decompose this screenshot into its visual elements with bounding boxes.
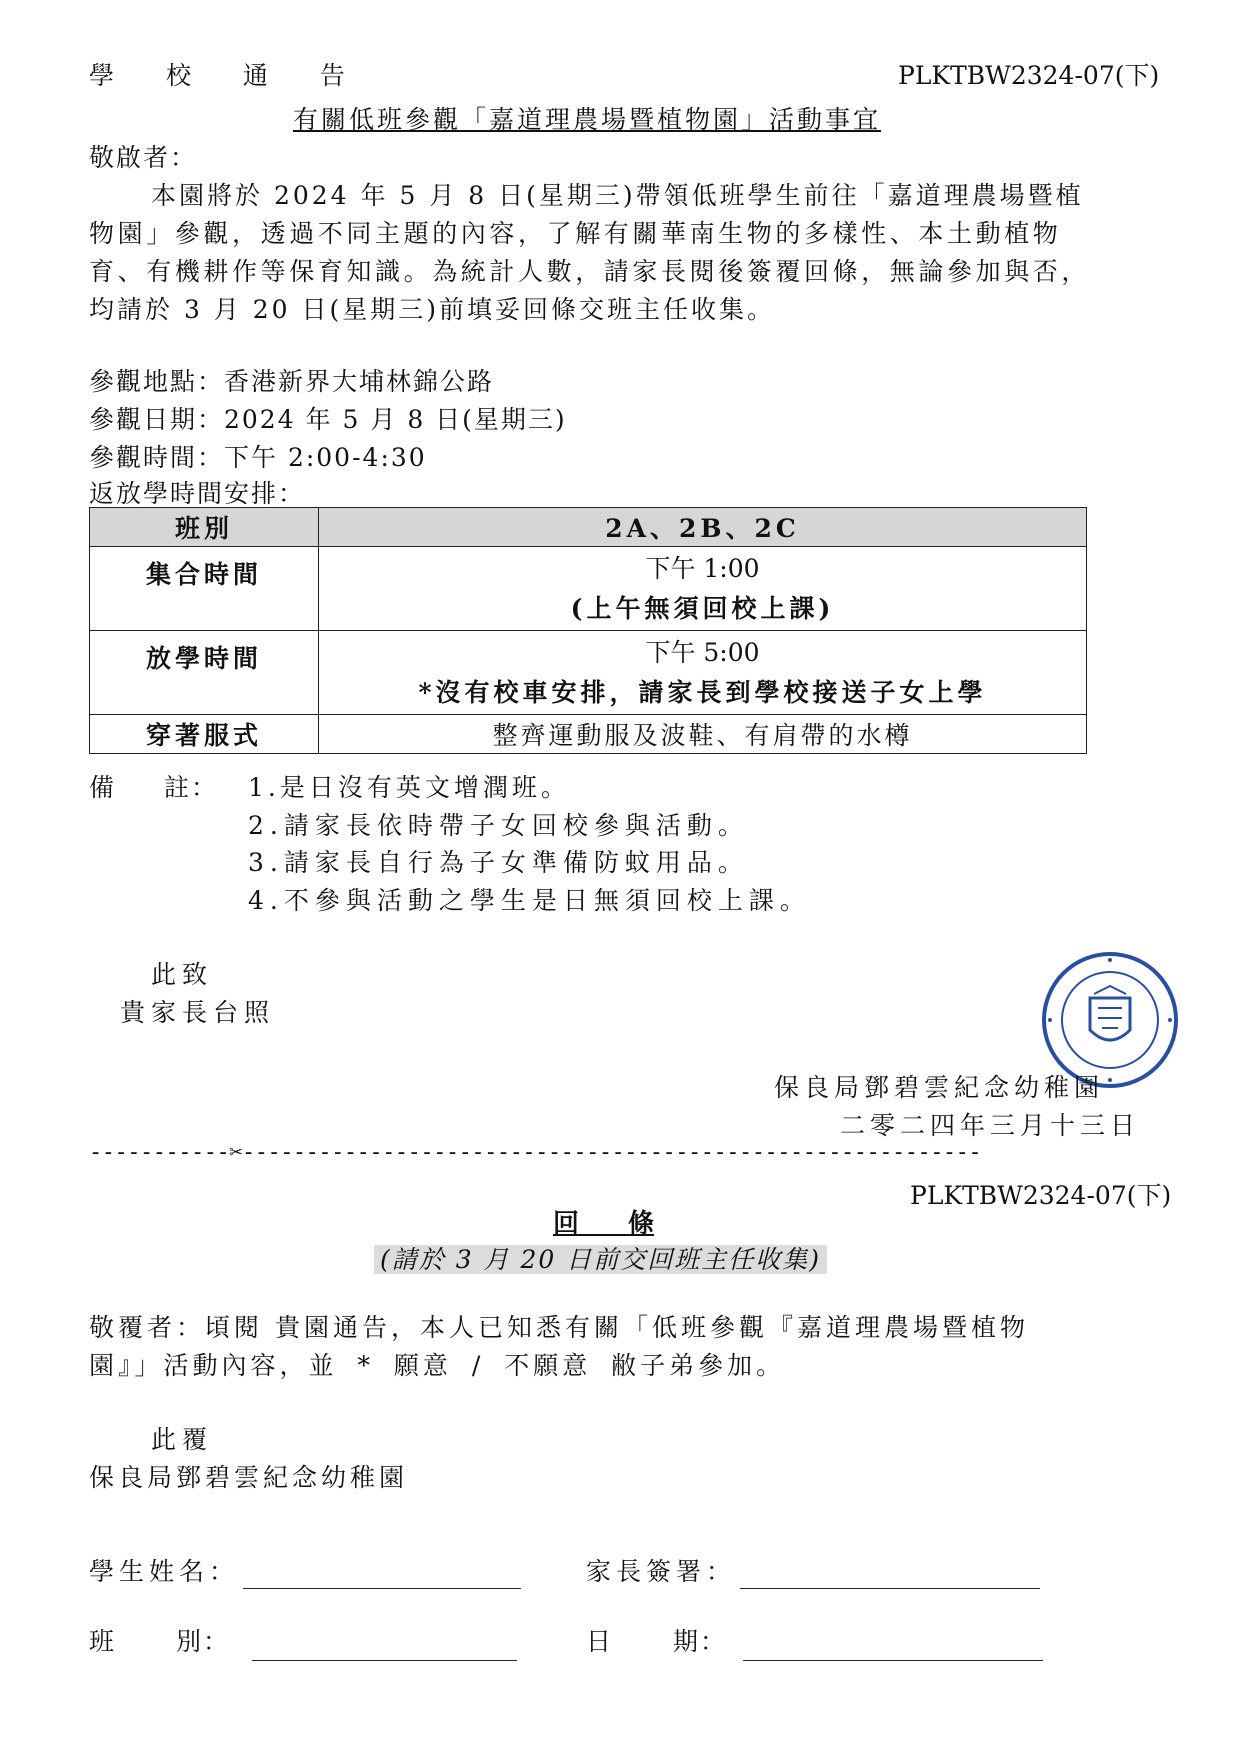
reply-body-line-2: 園』」活動內容，並 * 願意 / 不願意 敝子弟參加。	[89, 1351, 786, 1380]
page-title: 有關低班參觀「嘉道理農場暨植物園」活動事宜	[293, 105, 882, 134]
dismissal-time-value	[319, 631, 1087, 715]
date-label: 日 期：	[586, 1627, 727, 1656]
dress-code-value: 整齊運動服及波鞋、有肩帶的水樽	[319, 715, 1087, 754]
scissors-icon: ✂	[229, 1140, 242, 1165]
assembly-time: 下午 1:00	[645, 553, 760, 583]
table-row	[90, 547, 1087, 631]
reply-deadline: (請於 3 月 20 日前交回班主任收集)	[374, 1245, 827, 1274]
dash-right: ----------------------------------------------------------	[241, 1140, 982, 1165]
class-header: 班別	[90, 508, 319, 547]
class-values: 2A、2B、2C	[319, 508, 1087, 547]
notice-date: 二零二四年三月十三日	[840, 1111, 1141, 1140]
table-row	[90, 631, 1087, 715]
class-field[interactable]	[252, 1660, 517, 1661]
reference-number: PLKTBW2324-07(下)	[898, 61, 1160, 90]
table-row	[90, 715, 1087, 754]
notice-type: 學 校 通 告	[89, 61, 367, 90]
student-name-label: 學生姓名：	[89, 1557, 240, 1586]
visit-date: 參觀日期：2024 年 5 月 8 日(星期三)	[89, 405, 567, 434]
cut-line	[89, 1140, 981, 1165]
reply-reference-number: PLKTBW2324-07(下)	[910, 1181, 1172, 1210]
schedule-table	[89, 507, 1087, 754]
date-field[interactable]	[743, 1660, 1043, 1661]
intro-line-1: 本園將於 2024 年 5 月 8 日(星期三)帶領低班學生前往「嘉道理農場暨植	[151, 181, 1084, 210]
intro-line-4: 均請於 3 月 20 日(星期三)前填妥回條交班主任收集。	[89, 295, 776, 324]
reply-body-line-1: 敬覆者：頃閱 貴園通告，本人已知悉有關「低班參觀『嘉道理農場暨植物	[89, 1313, 1029, 1342]
school-name-signoff: 保良局鄧碧雲紀念幼稚園	[774, 1073, 1105, 1102]
reply-closing-2: 保良局鄧碧雲紀念幼稚園	[89, 1463, 409, 1492]
intro-line-2: 物園」參觀，透過不同主題的內容，了解有關華南生物的多樣性、本土動植物	[89, 219, 1062, 248]
closing-line-1: 此致	[151, 960, 214, 989]
assembly-time-label: 集合時間	[90, 547, 319, 631]
dismissal-note: *沒有校車安排，請家長到學校接送子女上學	[418, 677, 987, 707]
parent-signature-label: 家長簽署：	[586, 1557, 737, 1586]
dress-code-label: 穿著服式	[90, 715, 319, 754]
remarks-label: 備 註：	[89, 773, 218, 802]
visit-location: 參觀地點：香港新界大埔林錦公路	[89, 367, 495, 396]
remark-item: 1.是日沒有英文增潤班。	[248, 773, 570, 802]
intro-line-3: 育、有機耕作等保育知識。為統計人數，請家長閱後簽覆回條，無論參加與否，	[89, 257, 1091, 286]
parent-signature-field[interactable]	[740, 1588, 1040, 1589]
table-header-row	[90, 508, 1087, 547]
assembly-time-value	[319, 547, 1087, 631]
remark-item: 2.請家長依時帶子女回校參與活動。	[248, 811, 749, 840]
visit-time: 參觀時間：下午 2:00-4:30	[89, 443, 427, 472]
closing-line-2: 貴家長台照	[120, 998, 276, 1027]
remark-item: 3.請家長自行為子女準備防蚊用品。	[248, 848, 749, 877]
remark-item: 4.不參與活動之學生是日無須回校上課。	[248, 886, 811, 915]
schedule-heading: 返放學時間安排：	[89, 479, 306, 508]
reply-subtitle	[374, 1240, 827, 1276]
reply-closing-1: 此覆	[151, 1425, 214, 1454]
salutation: 敬啟者：	[89, 143, 198, 172]
class-label: 班 別：	[89, 1627, 230, 1656]
student-name-field[interactable]	[243, 1588, 521, 1589]
dash-left: -----------	[89, 1140, 230, 1165]
assembly-note: (上午無須回校上課)	[570, 593, 835, 623]
reply-title: 回 條	[553, 1209, 655, 1239]
dismissal-time: 下午 5:00	[645, 637, 760, 667]
dismissal-time-label: 放學時間	[90, 631, 319, 715]
